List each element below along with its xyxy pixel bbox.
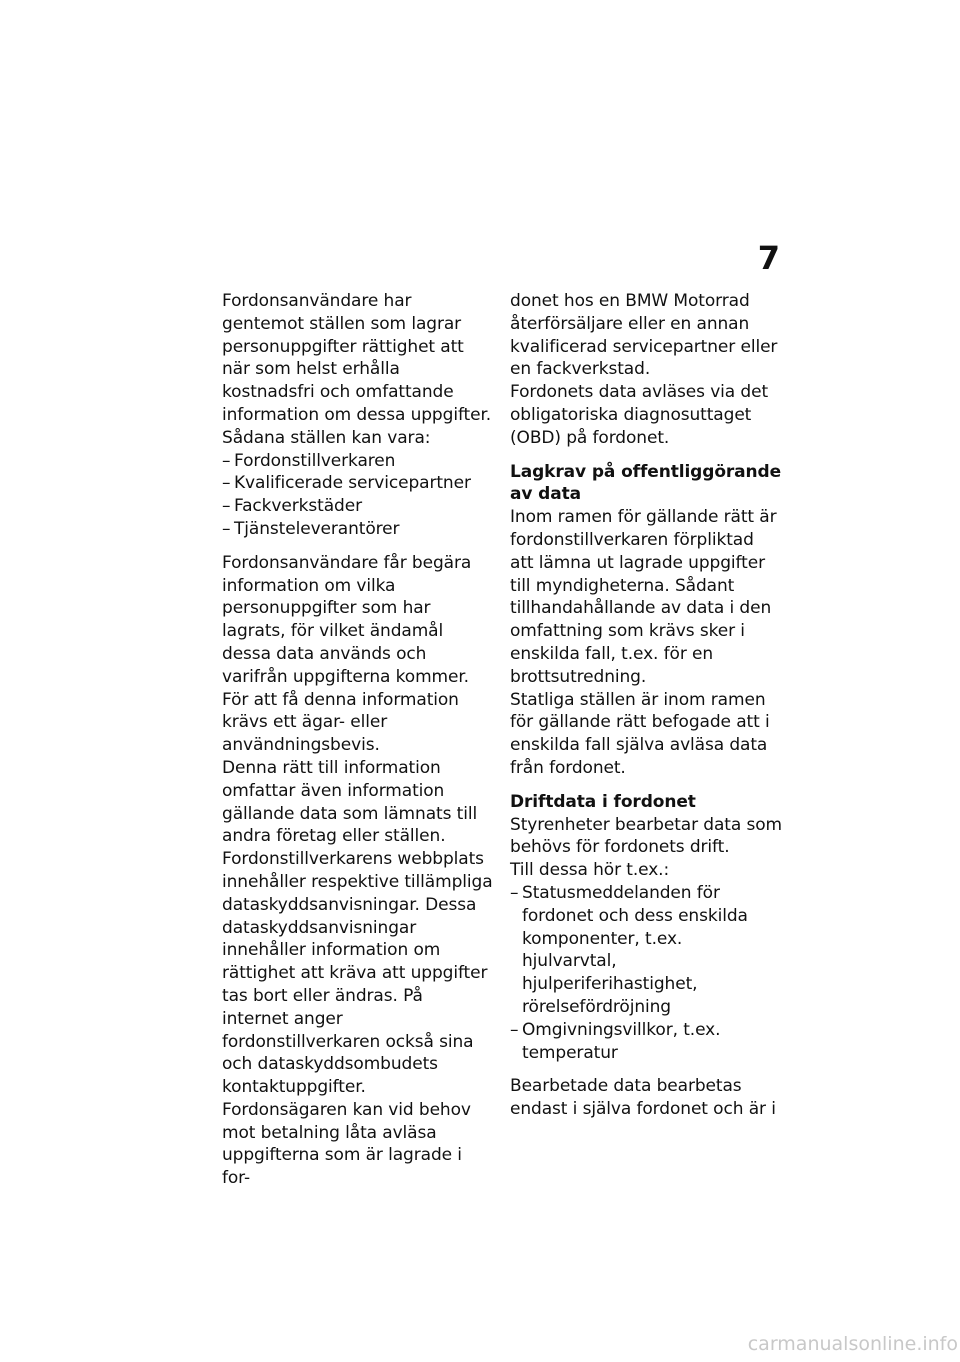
left-paragraph-6: Fordonsägaren kan vid behov mot betalning låta avläsa uppgifterna som är lagrade i for- xyxy=(222,1099,471,1189)
right-paragraph-4: Statliga ställen är inom ramen för gällande rätt befogade att i enskilda fall själva avläsa data från fordonet. xyxy=(510,689,770,778)
right-paragraph-1: donet hos en BMW Motorrad återförsäljare eller en annan kvalificerad servicepartner eller en fackverkstad. xyxy=(510,291,778,380)
list-item: – Omgivningsvillkor, t.ex. temperatur xyxy=(510,1019,782,1065)
left-paragraph-4: Denna rätt till information omfattar även information gällande data som lämnats till andra företag eller ställen. xyxy=(222,757,478,847)
right-column xyxy=(510,290,782,1121)
list-item: – Kvalificerade servicepartner xyxy=(222,472,494,495)
left-paragraph-3: Fordonsanvändare får begära information om vilka personuppgifter som har lagrats, för vilket ändamål dessa data används och varifrån uppgifterna kommer. För att få denna information krävs ett ägar- eller användningsbevis. xyxy=(222,552,472,756)
section-heading-legal: Lagkrav på offentliggörande av data xyxy=(510,461,782,505)
watermark: carmanualsonline.info xyxy=(747,1333,958,1355)
left-column xyxy=(222,290,494,1190)
list-item: – Statusmeddelanden för fordonet och dess enskilda komponenter, t.ex. hjulvarvtal, hjulperiferihastighet, rörelsefördröjning xyxy=(510,882,782,1019)
section-heading-operating-data: Driftdata i fordonet xyxy=(510,791,696,812)
left-paragraph-2: Sådana ställen kan vara: xyxy=(222,427,431,448)
right-paragraph-3: Inom ramen för gällande rätt är fordonstillverkaren förpliktad att lämna ut lagrade uppgifter till myndigheterna. Sådant tillhandahållande av data i den omfattning som krävs sker i enskilda fall, t.ex. för en brottsutredning. xyxy=(510,507,777,687)
left-paragraph-1: Fordonsanvändare har gentemot ställen som lagrar personuppgifter rättighet att när som helst erhålla kostnadsfri och omfattande information om dessa uppgifter. xyxy=(222,291,492,425)
right-paragraph-6: Till dessa hör t.ex.: xyxy=(510,860,670,881)
list-item: – Fackverkstäder xyxy=(222,495,494,518)
page-number: 7 xyxy=(757,239,780,277)
list-item: – Fordonstillverkaren xyxy=(222,450,494,473)
operating-data-list xyxy=(510,882,782,1064)
right-paragraph-2: Fordonets data avläses via det obligatoriska diagnosuttaget (OBD) på fordonet. xyxy=(510,382,769,448)
right-paragraph-7: Bearbetade data bearbetas endast i själva fordonet och är i xyxy=(510,1076,776,1120)
list-item: – Tjänsteleverantörer xyxy=(222,518,494,541)
left-paragraph-5: Fordonstillverkarens webbplats innehåller respektive tillämpliga dataskyddsanvisningar. Dessa dataskyddsanvisningar innehåller information om rättighet att kräva att uppgifter tas bort eller ändras. På internet anger fordonstillverkaren också sina och dataskyddsombudets kontaktuppgifter. xyxy=(222,849,493,1098)
right-paragraph-5: Styrenheter bearbetar data som behövs för fordonets drift. xyxy=(510,814,783,858)
places-list xyxy=(222,450,494,541)
